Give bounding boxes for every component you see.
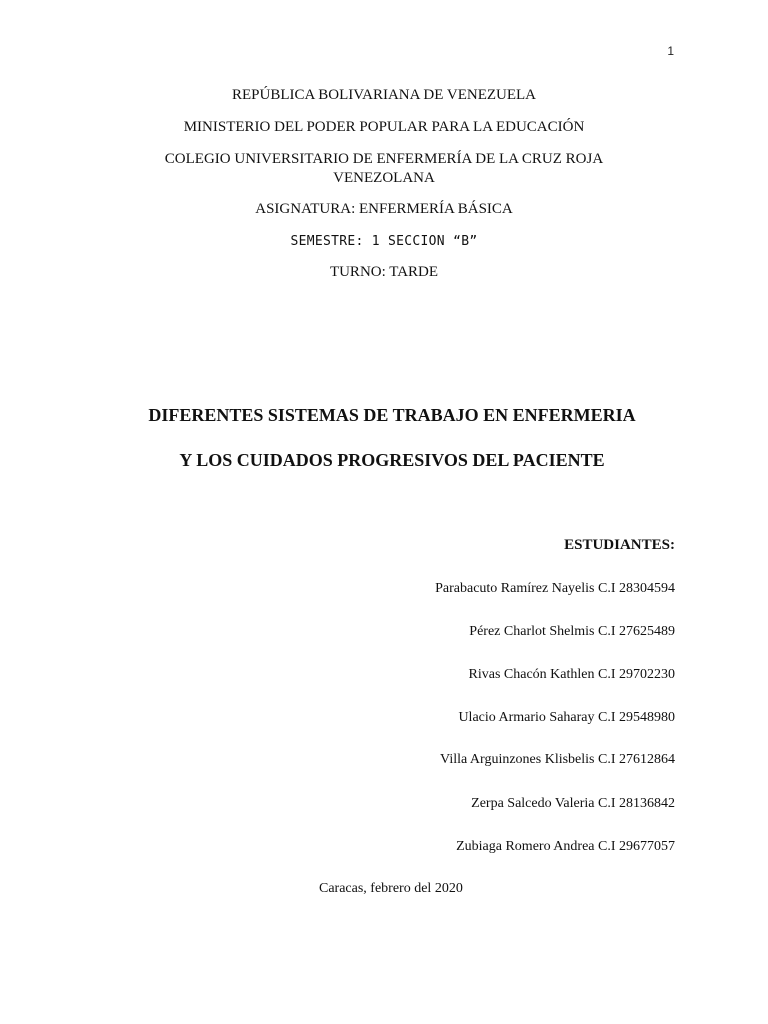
document-title-line2: Y LOS CUIDADOS PROGRESIVOS DEL PACIENTE xyxy=(179,450,605,470)
page-number: 1 xyxy=(667,44,674,58)
shift-heading: TURNO: TARDE xyxy=(329,264,439,280)
ministry-heading: MINISTERIO DEL PODER POPULAR PARA LA EDUCACIÓN xyxy=(183,119,585,135)
student-entry: Parabacuto Ramírez Nayelis C.I 28304594 xyxy=(435,581,675,596)
student-entry: Ulacio Armario Saharay C.I 29548980 xyxy=(458,710,675,725)
student-entry: Pérez Charlot Shelmis C.I 27625489 xyxy=(469,624,675,639)
students-heading: ESTUDIANTES: xyxy=(564,537,675,553)
document-title-line1: DIFERENTES SISTEMAS DE TRABAJO EN ENFERMERIA xyxy=(148,405,636,425)
college-heading-line1: COLEGIO UNIVERSITARIO DE ENFERMERÍA DE LA CRUZ ROJA xyxy=(164,151,604,167)
semester-heading: SEMESTRE: 1 SECCION “B” xyxy=(290,234,478,249)
place-date: Caracas, febrero del 2020 xyxy=(319,881,463,896)
subject-heading: ASIGNATURA: ENFERMERÍA BÁSICA xyxy=(255,201,513,217)
republic-heading: REPÚBLICA BOLIVARIANA DE VENEZUELA xyxy=(231,87,537,103)
student-entry: Zerpa Salcedo Valeria C.I 28136842 xyxy=(471,796,675,811)
college-heading-line2: VENEZOLANA xyxy=(333,170,435,186)
student-entry: Rivas Chacón Kathlen C.I 29702230 xyxy=(468,667,675,682)
student-entry: Zubiaga Romero Andrea C.I 29677057 xyxy=(456,839,675,854)
student-entry: Villa Arguinzones Klisbelis C.I 27612864 xyxy=(440,752,675,767)
